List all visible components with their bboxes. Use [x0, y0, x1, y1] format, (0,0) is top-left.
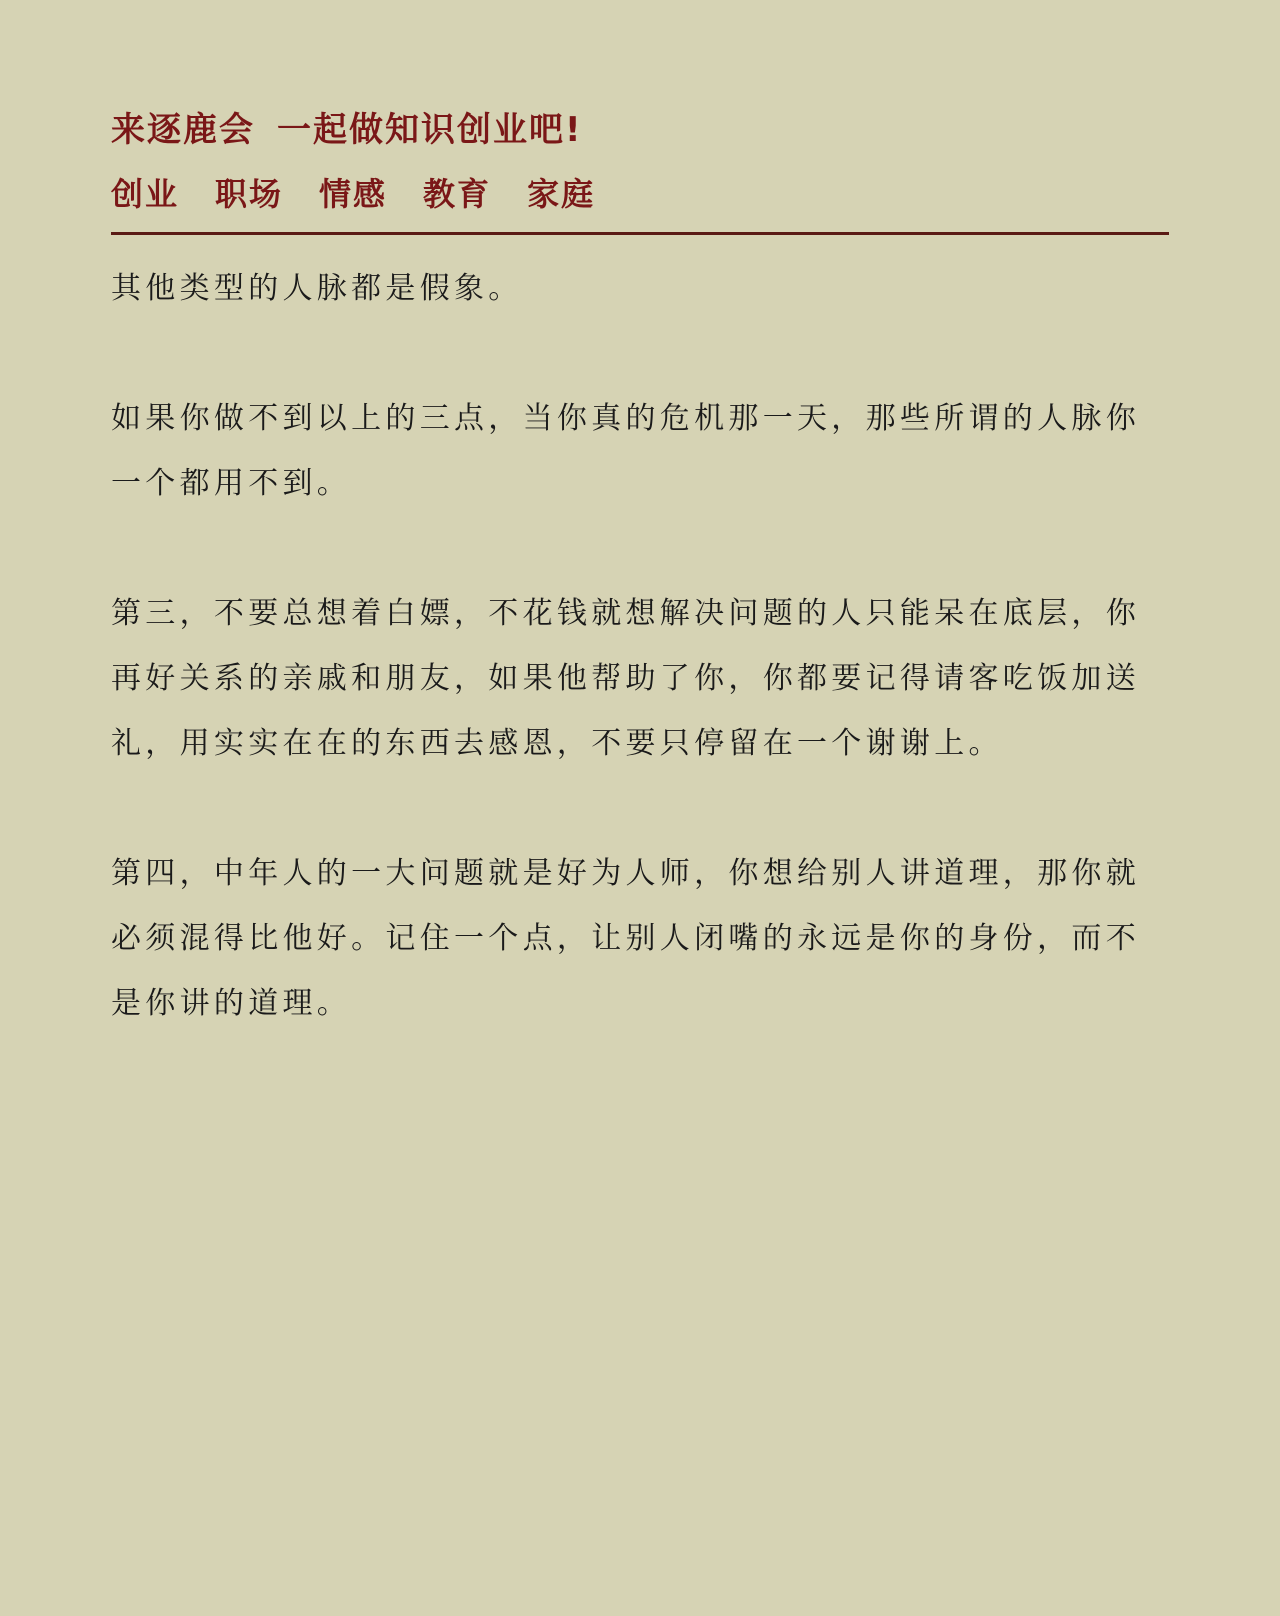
- nav-item-startup[interactable]: 创业: [111, 175, 180, 213]
- nav-item-workplace[interactable]: 职场: [215, 175, 284, 213]
- nav-item-emotion[interactable]: 情感: [319, 175, 388, 213]
- paragraph: 如果你做不到以上的三点，当你真的危机那一天，那些所谓的人脉你一个都用不到。: [111, 401, 1140, 501]
- nav-item-family[interactable]: 家庭: [527, 175, 596, 213]
- nav-item-education[interactable]: 教育: [423, 175, 492, 213]
- article-body: [111, 256, 1171, 1036]
- brand-name: 来逐鹿会: [111, 110, 255, 150]
- slogan: 一起做知识创业吧!: [277, 110, 583, 150]
- category-nav: [111, 172, 595, 216]
- paragraph: 第四，中年人的一大问题就是好为人师，你想给别人讲道理，那你就必须混得比他好。记住一个点，让别人闭嘴的永远是你的身份，而不是你讲的道理。: [111, 856, 1140, 1021]
- paragraph: 第三，不要总想着白嫖，不花钱就想解决问题的人只能呆在底层，你再好关系的亲戚和朋友，如果他帮助了你，你都要记得请客吃饭加送礼，用实实在在的东西去感恩，不要只停留在一个谢谢上。: [111, 596, 1140, 761]
- paragraph: 其他类型的人脉都是假象。: [111, 271, 523, 306]
- header-title: [111, 106, 583, 154]
- header-divider: [111, 232, 1169, 235]
